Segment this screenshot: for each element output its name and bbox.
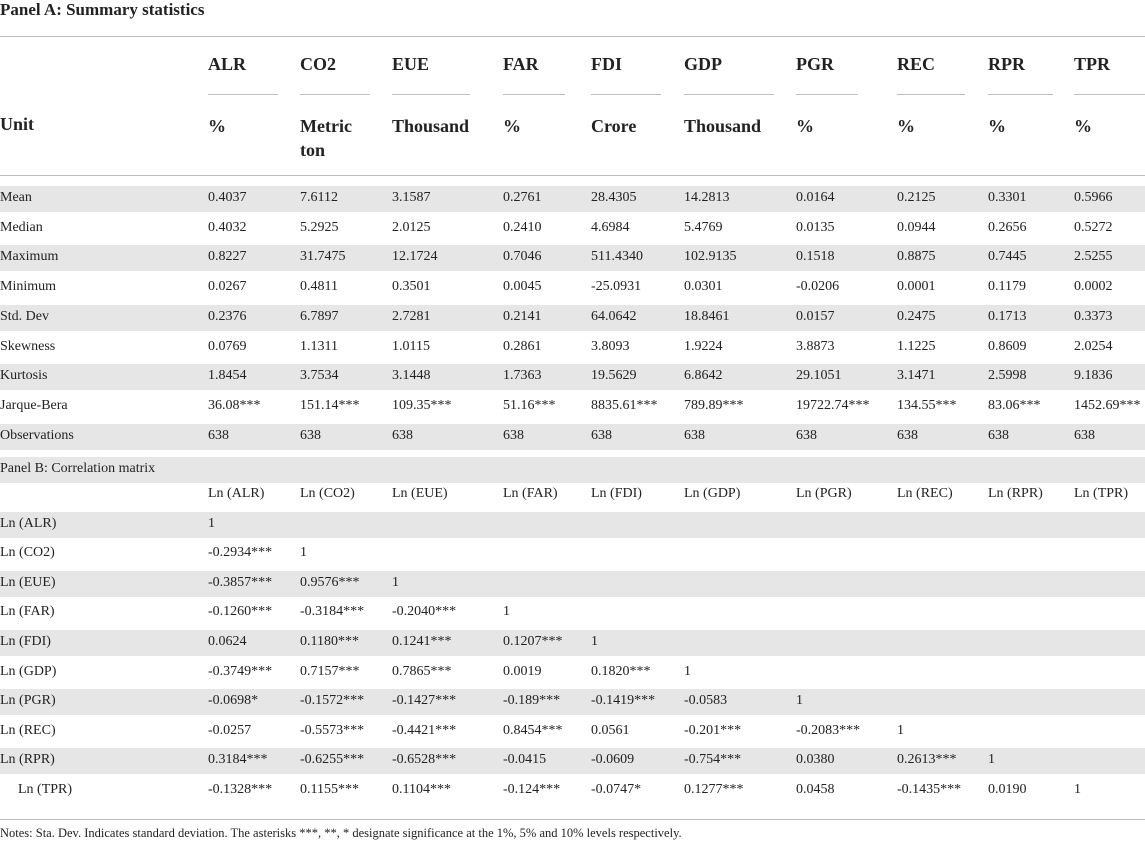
summary-cell: 0.1179: [988, 279, 1026, 295]
summary-row-label: Minimum: [0, 279, 57, 295]
summary-row-label: Observations: [0, 427, 74, 443]
corr-cell: -0.1260***: [208, 604, 273, 620]
corr-cell: -0.1572***: [300, 693, 365, 709]
summary-cell: 0.0301: [684, 279, 723, 295]
corr-cell: 0.7157***: [300, 663, 360, 679]
corr-cell: -0.2934***: [208, 545, 273, 561]
corr-cell: 0.0458: [796, 782, 835, 797]
corr-cell: 0.1241***: [392, 634, 452, 649]
corr-cell: 1: [796, 693, 803, 709]
summary-cell: 28.4305: [591, 190, 637, 205]
row-shade: [0, 305, 1145, 331]
corr-cell: -0.2083***: [796, 722, 861, 738]
corr-row-label: Ln (TPR): [18, 782, 73, 797]
summary-cell: 151.14***: [300, 397, 360, 413]
summary-row-label: Maximum: [0, 249, 59, 265]
summary-cell: 109.35***: [392, 397, 452, 413]
summary-cell: 511.4340: [591, 249, 643, 265]
summary-cell: 0.2376: [208, 308, 247, 324]
row-shade: [0, 512, 1145, 538]
summary-cell: 638: [503, 427, 524, 443]
summary-cell: 51.16***: [503, 397, 556, 413]
summary-cell: 0.3373: [1074, 308, 1113, 324]
summary-cell: 789.89***: [684, 397, 744, 413]
summary-cell: 9.1836: [1074, 368, 1113, 384]
panel-b-title: Panel B: Correlation matrix: [0, 461, 156, 476]
summary-cell: 8835.61***: [591, 397, 658, 413]
summary-cell: 0.5966: [1074, 190, 1113, 205]
unit-rpr: %: [988, 116, 1006, 136]
corr-cell: 0.1180***: [300, 634, 359, 649]
corr-cell: 0.1104***: [392, 782, 451, 797]
summary-cell: 638: [897, 427, 918, 443]
col-underline: [503, 94, 565, 95]
corr-cell: -0.0747*: [591, 782, 642, 797]
corr-cell: -0.3184***: [300, 604, 365, 620]
col-header-pgr: PGR: [796, 54, 834, 74]
corr-cell: -0.1435***: [897, 782, 962, 797]
summary-cell: 1.7363: [503, 368, 542, 384]
summary-cell: 12.1724: [392, 249, 438, 265]
summary-cell: 19.5629: [591, 368, 637, 384]
corr-col-header: Ln (ALR): [208, 486, 265, 501]
summary-cell: 0.0267: [208, 279, 247, 295]
summary-cell: 2.0125: [392, 219, 431, 235]
summary-cell: 1.0115: [392, 338, 430, 354]
corr-cell: -0.201***: [684, 722, 742, 738]
summary-cell: 0.5272: [1074, 219, 1113, 235]
col-underline: [392, 94, 470, 95]
corr-col-header: Ln (REC): [897, 486, 953, 501]
summary-cell: 4.6984: [591, 219, 630, 235]
summary-row-label: Kurtosis: [0, 368, 48, 384]
summary-cell: 0.2861: [503, 338, 542, 354]
col-underline: [1074, 94, 1145, 95]
corr-cell: -0.0583: [684, 693, 728, 709]
corr-cell: 0.0561: [591, 722, 630, 738]
corr-cell: 0.0380: [796, 752, 835, 768]
unit-tpr: %: [1074, 116, 1092, 136]
col-underline: [684, 94, 774, 95]
row-shade: [0, 457, 1145, 483]
unit-label: Unit: [0, 114, 35, 134]
summary-cell: 2.7281: [392, 308, 431, 324]
corr-cell: -0.1419***: [591, 693, 656, 709]
corr-row-label: Ln (GDP): [0, 663, 57, 679]
summary-cell: 0.4811: [300, 279, 338, 295]
summary-row-label: Median: [0, 219, 43, 235]
col-header-rpr: RPR: [988, 54, 1025, 74]
corr-cell: 1: [208, 515, 215, 531]
col-underline: [796, 94, 858, 95]
summary-cell: -25.0931: [591, 279, 642, 295]
corr-col-header: Ln (EUE): [392, 486, 448, 501]
corr-col-header: Ln (CO2): [300, 486, 355, 501]
summary-cell: 2.5255: [1074, 249, 1113, 265]
corr-row-label: Ln (PGR): [0, 693, 56, 709]
corr-cell: -0.0698*: [208, 693, 259, 709]
summary-cell: 638: [988, 427, 1009, 443]
corr-cell: 1: [988, 752, 995, 768]
summary-cell: 0.4037: [208, 190, 247, 205]
summary-cell: 638: [300, 427, 321, 443]
summary-cell: 1.9224: [684, 338, 723, 354]
corr-cell: -0.124***: [503, 782, 561, 797]
corr-cell: 0.1207***: [503, 634, 563, 649]
corr-cell: 1: [300, 545, 307, 561]
unit-eue: Thousand: [392, 116, 470, 136]
corr-row-label: Ln (FDI): [0, 634, 51, 649]
corr-row-label: Ln (ALR): [0, 515, 57, 531]
corr-cell: 0.3184***: [208, 752, 268, 768]
summary-cell: 0.0944: [897, 219, 936, 235]
corr-cell: 1: [591, 634, 598, 649]
summary-cell: 0.0164: [796, 190, 835, 205]
unit-alr: %: [208, 116, 226, 136]
summary-cell: 2.5998: [988, 368, 1027, 384]
summary-cell: 3.7534: [300, 368, 339, 384]
corr-cell: 0.1277***: [684, 782, 744, 797]
corr-cell: 0.1820***: [591, 663, 651, 679]
corr-row-label: Ln (EUE): [0, 574, 56, 590]
summary-cell: 0.0769: [208, 338, 247, 354]
corr-cell: 0.0190: [988, 782, 1027, 797]
corr-cell: -0.3857***: [208, 574, 273, 590]
summary-cell: 0.0045: [503, 279, 542, 295]
summary-row-label: Jarque-Bera: [0, 397, 68, 413]
summary-cell: 3.1471: [897, 368, 936, 384]
row-shade: [0, 186, 1145, 212]
summary-cell: 0.0135: [796, 219, 835, 235]
summary-cell: 102.9135: [684, 249, 737, 265]
summary-cell: 1.1311: [300, 338, 338, 354]
summary-cell: 0.2141: [503, 308, 542, 324]
summary-cell: 6.8642: [684, 368, 723, 384]
corr-cell: -0.5573***: [300, 722, 365, 738]
corr-cell: 0.9576***: [300, 574, 360, 590]
col-header-fdi: FDI: [591, 54, 622, 74]
row-shade: [0, 748, 1145, 774]
col-header-eue: EUE: [392, 54, 430, 74]
corr-cell: -0.189***: [503, 693, 561, 709]
unit-far: %: [503, 116, 521, 136]
corr-col-header: Ln (RPR): [988, 486, 1043, 501]
corr-cell: 0.1155***: [300, 782, 359, 797]
col-underline: [208, 94, 278, 95]
summary-cell: 0.8609: [988, 338, 1027, 354]
row-shade: [0, 689, 1145, 715]
summary-cell: 18.8461: [684, 308, 730, 324]
summary-cell: 5.2925: [300, 219, 339, 235]
col-header-rec: REC: [897, 54, 936, 74]
row-shade: [0, 571, 1145, 597]
corr-cell: -0.754***: [684, 752, 742, 768]
summary-cell: 0.2761: [503, 190, 542, 205]
corr-cell: 0.8454***: [503, 722, 563, 738]
summary-cell: -0.0206: [796, 279, 840, 295]
summary-row-label: Std. Dev: [0, 308, 49, 324]
corr-row-label: Ln (FAR): [0, 604, 55, 620]
corr-row-label: Ln (RPR): [0, 752, 55, 768]
col-underline: [897, 94, 965, 95]
col-header-gdp: GDP: [684, 54, 722, 74]
row-shade: [0, 424, 1145, 450]
unit-fdi: Crore: [591, 116, 637, 136]
corr-cell: 0.0624: [208, 634, 247, 649]
summary-cell: 0.7445: [988, 249, 1027, 265]
summary-row-label: Mean: [0, 190, 32, 205]
corr-row-label: Ln (REC): [0, 722, 56, 738]
summary-cell: 0.7046: [503, 249, 542, 265]
panel-a-title: Panel A: Summary statistics: [0, 0, 205, 19]
corr-cell: 0.2613***: [897, 752, 957, 768]
summary-cell: 64.0642: [591, 308, 637, 324]
corr-col-header: Ln (FDI): [591, 486, 642, 501]
row-shade: [0, 630, 1145, 656]
summary-cell: 1.8454: [208, 368, 247, 384]
summary-cell: 0.8227: [208, 249, 247, 265]
summary-cell: 0.1518: [796, 249, 835, 265]
summary-cell: 0.4032: [208, 219, 247, 235]
summary-cell: 134.55***: [897, 397, 957, 413]
summary-cell: 0.3501: [392, 279, 431, 295]
corr-cell: -0.2040***: [392, 604, 457, 620]
corr-cell: -0.6528***: [392, 752, 457, 768]
summary-cell: 638: [208, 427, 229, 443]
summary-cell: 6.7897: [300, 308, 339, 324]
corr-col-header: Ln (FAR): [503, 486, 558, 501]
corr-cell: -0.6255***: [300, 752, 365, 768]
summary-cell: 638: [392, 427, 413, 443]
corr-cell: -0.0609: [591, 752, 635, 768]
col-header-far: FAR: [503, 54, 539, 74]
corr-cell: 1: [897, 722, 904, 738]
corr-cell: 1: [503, 604, 510, 620]
row-shade: [0, 364, 1145, 390]
table-notes: Notes: Sta. Dev. Indicates standard deviation. The asterisks ***, **, * designate significance at the 1%, 5% and 10% levels respectively.: [0, 826, 682, 840]
summary-cell: 2.0254: [1074, 338, 1113, 354]
col-underline: [988, 94, 1053, 95]
summary-cell: 0.2656: [988, 219, 1027, 235]
summary-cell: 0.0157: [796, 308, 835, 324]
corr-col-header: Ln (GDP): [684, 486, 741, 501]
summary-cell: 0.3301: [988, 190, 1027, 205]
corr-cell: 1: [1074, 782, 1081, 797]
corr-row-label: Ln (CO2): [0, 545, 55, 561]
summary-cell: 14.2813: [684, 190, 730, 205]
corr-cell: -0.1328***: [208, 782, 273, 797]
row-shade: [0, 245, 1145, 271]
summary-cell: 0.0001: [897, 279, 936, 295]
summary-cell: 638: [591, 427, 612, 443]
summary-cell: 0.2125: [897, 190, 936, 205]
summary-cell: 36.08***: [208, 397, 261, 413]
corr-col-header: Ln (TPR): [1074, 486, 1129, 501]
summary-cell: 638: [796, 427, 817, 443]
unit-gdp: Thousand: [684, 116, 762, 136]
summary-cell: 83.06***: [988, 397, 1041, 413]
corr-cell: -0.0415: [503, 752, 547, 768]
summary-cell: 0.0002: [1074, 279, 1113, 295]
summary-cell: 3.8093: [591, 338, 630, 354]
corr-cell: 0.7865***: [392, 663, 452, 679]
summary-cell: 3.8873: [796, 338, 835, 354]
summary-cell: 1452.69***: [1074, 397, 1141, 413]
unit-pgr: %: [796, 116, 814, 136]
summary-cell: 0.2410: [503, 219, 542, 235]
corr-cell: -0.1427***: [392, 693, 457, 709]
summary-cell: 31.7475: [300, 249, 346, 265]
col-underline: [300, 94, 370, 95]
corr-cell: -0.0257: [208, 722, 252, 738]
corr-col-header: Ln (PGR): [796, 486, 852, 501]
corr-cell: 1: [684, 663, 691, 679]
summary-cell: 638: [684, 427, 705, 443]
corr-cell: 1: [392, 574, 399, 590]
summary-cell: 0.1713: [988, 308, 1027, 324]
summary-cell: 29.1051: [796, 368, 842, 384]
summary-cell: 3.1587: [392, 190, 431, 205]
bottom-rule: [0, 819, 1145, 820]
summary-cell: 1.1225: [897, 338, 936, 354]
col-header-co2: CO2: [300, 54, 336, 74]
top-rule: [0, 36, 1145, 37]
col-underline: [591, 94, 661, 95]
corr-cell: 0.0019: [503, 663, 542, 679]
summary-cell: 0.2475: [897, 308, 936, 324]
summary-cell: 7.6112: [300, 190, 338, 205]
summary-cell: 0.8875: [897, 249, 936, 265]
summary-cell: 3.1448: [392, 368, 431, 384]
col-header-tpr: TPR: [1074, 54, 1110, 74]
unit-co2: Metric ton: [300, 116, 352, 160]
unit-rec: %: [897, 116, 915, 136]
col-header-alr: ALR: [208, 54, 247, 74]
summary-cell: 5.4769: [684, 219, 723, 235]
summary-cell: 19722.74***: [796, 397, 870, 413]
corr-cell: -0.3749***: [208, 663, 273, 679]
corr-cell: -0.4421***: [392, 722, 457, 738]
header-bottom-rule: [0, 175, 1145, 176]
summary-row-label: Skewness: [0, 338, 56, 354]
summary-cell: 638: [1074, 427, 1095, 443]
